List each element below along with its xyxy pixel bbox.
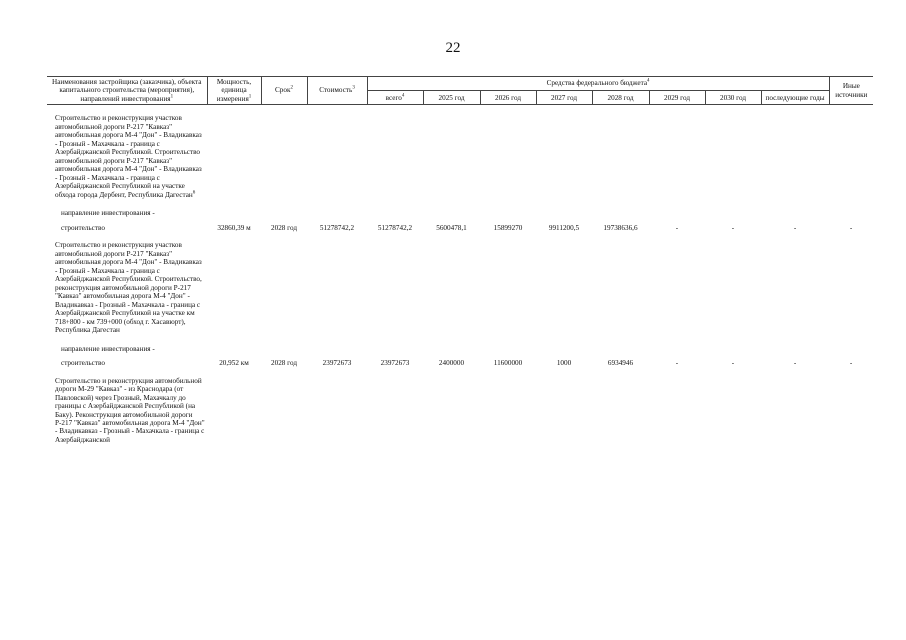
header-year-2028: 2028 год [592,91,649,105]
direction-name: строительство [61,359,105,368]
header-total: всего$^4$ [367,91,423,105]
cell-other: - [849,359,853,368]
header-year-2025: 2025 год [423,91,480,105]
cell-2030: - [731,359,735,368]
header-year-2030: 2030 год [705,91,761,105]
cell-later: - [793,359,797,368]
header-name: Наименования застройщика (заказчика), объекта капитального строительства (мероприятия), направлений инвестирования$^1$ [47,77,207,105]
cell-capacity: 20,952 км [219,359,249,368]
direction-label: направление инвестирования - [61,344,155,353]
cell-other: - [849,223,853,232]
object-name: Строительство и реконструкция участков автомобильной дороги Р-217 "Кавказ" автомобильная дорога М-4 "Дон" - Владикавказ - Грозный - Махачкала - граница с Азербайджанской Республикой. Строительство автомобильной дороги Р-217 "Кавказ" автомобильная дорога М-4 "Дон" - Владикавказ - Грозный - Махачкала - граница с Азербайджанской Республикой на участке обхода города Дербент, Республика Дагестан$^6$ [55,114,202,199]
cell-2029: - [675,359,679,368]
header-term: Срок$^2$ [261,77,307,105]
table-row [47,232,873,334]
table-header [47,77,873,105]
page-number: 22 [445,40,461,56]
cell-2029: - [675,223,679,232]
header-year-2027: 2027 год [536,91,592,105]
direction-name: строительство [61,223,105,232]
cell-2028: 6934946 [607,359,634,368]
cell-term: 2028 год [271,359,297,368]
table-row [47,218,873,232]
cell-2028: 19738636,6 [603,223,638,232]
cell-2026: 11600000 [493,359,523,368]
header-later-years: последующие годы [761,91,829,105]
table-body [47,105,873,444]
cell-2027: 9911200,5 [548,223,580,232]
cell-2030: - [731,223,735,232]
cell-total: 23972673 [380,359,410,368]
header-federal-budget: Средства федерального бюджета$^4$ [367,77,829,91]
header-other-sources: Иные источники [829,77,873,105]
cell-capacity: 32860,39 м [217,223,251,232]
federal-budget-table [47,76,873,444]
table-row [47,368,873,445]
table-row [47,353,873,367]
table-row [47,335,873,353]
header-year-2026: 2026 год [480,91,536,105]
cell-term: 2028 год [271,223,297,232]
cell-2025: 2400000 [438,359,465,368]
cell-cost: 51278742,2 [319,223,355,232]
object-name: Строительство и реконструкция участков автомобильной дороги Р-217 "Кавказ" автомобильная дорога М-4 "Дон" - Владикавказ - Грозный - Махачкала - граница с Азербайджанской Республикой. Строительство, реконструкция автомобильной дороги Р-217 "Кавказ" автомобильная дорога М-4 "Дон" - Владикавказ - Грозный - Махачкала - граница с Азербайджанской Республикой на участке км 718+800 - км 739+000 (обход г. Хасавюрт), Республика Дагестан [55,241,202,335]
header-capacity: Мощность, единица измерения$^1$ [207,77,261,105]
direction-label: направление инвестирования - [61,209,155,218]
cell-total: 51278742,2 [377,223,413,232]
cell-cost: 23972673 [322,359,352,368]
table-row [47,199,873,217]
cell-later: - [793,223,797,232]
table-row [47,105,873,199]
cell-2026: 15899270 [493,223,523,232]
header-cost: Стоимость$^3$ [307,77,367,105]
header-year-2029: 2029 год [649,91,705,105]
cell-2025: 5600478,1 [436,223,467,232]
cell-2027: 1000 [556,359,572,368]
object-name: Строительство и реконструкция автомобильной дороги М-29 "Кавказ" - из Краснодара (от Павловской) через Грозный, Махачкалу до границы с Азербайджанской Республикой (на Баку). Реконструкция автомобильной дороги Р-217 "Кавказ" автомобильная дорога М-4 "Дон" - Владикавказ - Грозный - Махачкала - граница с Азербайджанской [55,376,205,444]
